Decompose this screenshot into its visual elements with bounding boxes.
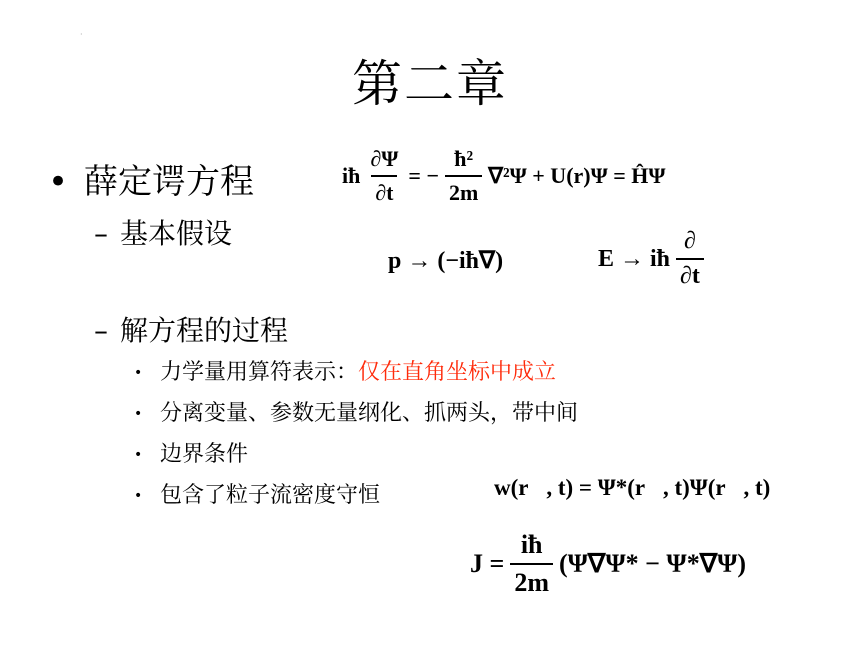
eq-prefix: E → iħ — [598, 245, 671, 272]
momentum-operator: p → (−iħ∇) — [388, 248, 504, 274]
eq-rhs: ∇²Ψ + U(r)Ψ = ĤΨ — [488, 163, 666, 188]
eq-prefix: iħ — [342, 163, 361, 188]
item-probability-current — [134, 478, 380, 509]
bullet-schrodinger-equation — [48, 154, 254, 203]
bullet-dot-icon: • — [134, 365, 143, 381]
bullet-label: 薛定谔方程 — [84, 162, 254, 202]
eq-fraction-d-dt — [676, 228, 704, 290]
energy-operator — [598, 228, 710, 290]
bullet-dot-icon: • — [134, 447, 143, 463]
item-text: 分离变量、参数无量纲化、抓两头，带中间 — [160, 401, 579, 426]
sub-bullet-label: 解方程的过程 — [120, 314, 289, 347]
item-text: 边界条件 — [160, 442, 249, 467]
eq-num: ∂Ψ — [370, 146, 399, 171]
item-text: 力学量用算符表示： — [160, 360, 359, 385]
eq-den: 2m — [510, 563, 553, 598]
slide-title: 第二章 — [352, 55, 508, 113]
eq-fraction-dpsi-dt — [366, 146, 402, 206]
decorative-dot: · — [80, 30, 83, 39]
item-boundary-conditions — [134, 437, 248, 468]
bullet-dot-icon: • — [134, 488, 143, 504]
eq-fraction-ihbar-2m — [510, 530, 553, 598]
item-separation-of-variables — [134, 396, 578, 427]
eq-den: ∂t — [371, 175, 397, 206]
eq-fraction-hbar2-2m — [445, 146, 482, 206]
item-text: 包含了粒子流密度守恒 — [160, 483, 381, 508]
schrodinger-equation — [342, 146, 666, 206]
dash-icon: – — [94, 217, 108, 250]
dash-icon: – — [94, 314, 108, 347]
current-density-equation — [470, 530, 746, 598]
bullet-dot-icon: • — [134, 406, 143, 422]
eq-den: ∂t — [676, 258, 704, 290]
sub-bullet-basic-assumption — [94, 212, 232, 252]
eq-num: ∂ — [684, 228, 696, 254]
item-highlight: 仅在直角坐标中成立 — [358, 360, 557, 385]
eq-num: iħ — [520, 530, 543, 559]
eq-prefix: J = — [470, 549, 505, 578]
eq-den: 2m — [445, 175, 482, 206]
sub-bullet-label: 基本假设 — [120, 217, 233, 250]
probability-density-equation: w(r⃗, t) = Ψ*(r⃗, t)Ψ(r⃗, t) — [494, 475, 771, 500]
eq-rhs: (Ψ∇Ψ* − Ψ*∇Ψ) — [559, 549, 747, 578]
sub-bullet-solving-process — [94, 309, 288, 349]
bullet-dot-icon: • — [48, 162, 69, 202]
eq-equals: = − — [408, 163, 439, 188]
eq-num: ħ² — [454, 146, 474, 171]
item-operator-representation — [134, 355, 556, 386]
